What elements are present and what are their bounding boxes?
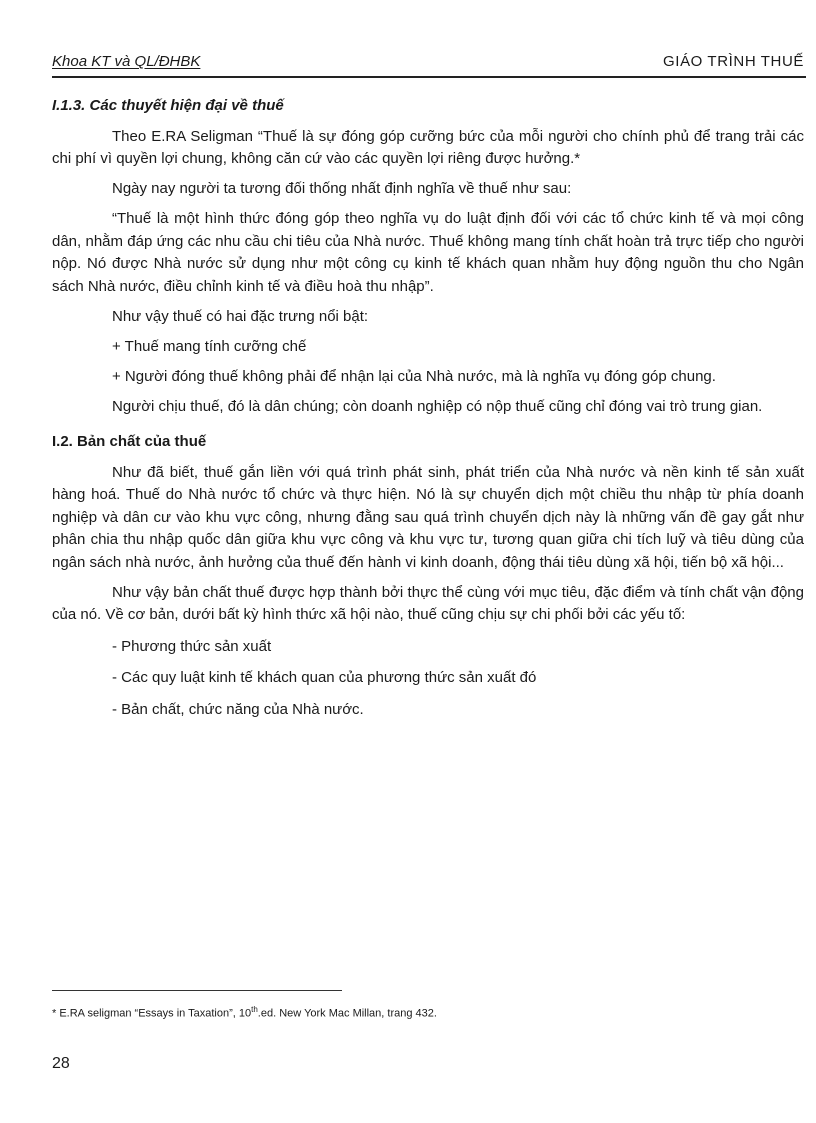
page-header (52, 52, 806, 72)
paragraph-feature-2: + Người đóng thuế không phải để nhận lại của Nhà nước, mà là nghĩa vụ đóng góp chung. (112, 367, 716, 385)
footnote-marker: * (52, 1007, 57, 1020)
paragraph: Như vậy thuế có hai đặc trưng nổi bật: (112, 307, 369, 325)
page-body (52, 95, 804, 721)
list-item: - Các quy luật kinh tế khách quan của phương thức sản xuất đó (112, 669, 537, 686)
header-book-title: GIÁO TRÌNH THUẾ (663, 53, 804, 70)
paragraph: Như đã biết, thuế gắn liền với quá trình phát sinh, phát triển của Nhà nước và nền kinh tế sản xuất hàng hoá. Thuế do Nhà nước tổ chức và thực hiện. Nó là sự chuyển dịch một chiều thu nhập từ phía doanh nghiệp và dân cư vào khu vực công, nhưng đằng sau quá trình chuyển dịch này là những vấn đề gay gắt như phân chia thu nhập quốc dân giữa khu vực công và khu vực tư, tương quan giữa chi tích luỹ và tiêu dùng của ngân sách nhà nước, ảnh hưởng của thuế đến hành vi kinh doanh, động thái tiêu dùng xã hội, tiến bộ xã hội... (52, 463, 804, 571)
footnote (52, 1003, 437, 1021)
paragraph: Theo E.RA Seligman “Thuế là sự đóng góp cưỡng bức của mỗi người cho chính phủ để trang trải các chi phí vì quyền lợi chung, không căn cứ vào các quyền lợi riêng được hưởng.* (52, 127, 804, 167)
footnote-text-end: .ed. New York Mac Millan, trang 432. (257, 1007, 437, 1020)
factor-list (52, 636, 804, 722)
header-rule (52, 76, 806, 78)
footnote-text: E.RA seligman “Essays in Taxation”, 10 (59, 1007, 252, 1020)
list-item: - Bản chất, chức năng của Nhà nước. (112, 700, 364, 718)
footnote-superscript: th (251, 1005, 258, 1014)
paragraph-feature-1: + Thuế mang tính cưỡng chế (112, 337, 307, 355)
page-number: 28 (52, 1055, 70, 1072)
list-item: - Phương thức sản xuất (112, 637, 272, 655)
paragraph: Người chịu thuế, đó là dân chúng; còn doanh nghiệp có nộp thuế cũng chỉ đóng vai trò trung gian. (112, 397, 763, 415)
paragraph: Như vậy bản chất thuế được hợp thành bởi thực thể cùng với mục tiêu, đặc điểm và tính chất vận động của nó. Về cơ bản, dưới bất kỳ hình thức xã hội nào, thuế cũng chịu sự chi phối bởi các yếu tố: (52, 583, 804, 623)
header-faculty: Khoa KT và QL/ĐHBK (52, 53, 201, 70)
paragraph: Ngày nay người ta tương đối thống nhất định nghĩa về thuế như sau: (112, 180, 572, 197)
section-heading-1-1-3: I.1.3. Các thuyết hiện đại về thuế (52, 97, 284, 114)
footnote-rule (52, 990, 342, 991)
paragraph-quote-definition: “Thuế là một hình thức đóng góp theo nghĩa vụ do luật định đối với các tổ chức kinh tế và mọi công dân, nhằm đáp ứng các nhu cầu chi tiêu của Nhà nước. Thuế không mang tính chất hoàn trả trực tiếp cho người nộp. Nó được Nhà nước sử dụng như một công cụ kinh tế khách quan nhằm huy động nguồn thu cho Ngân sách Nhà nước, điều chỉnh kinh tế và điều hoà thu nhập”. (52, 210, 804, 295)
section-heading-1-2: I.2. Bản chất của thuế (52, 433, 207, 450)
